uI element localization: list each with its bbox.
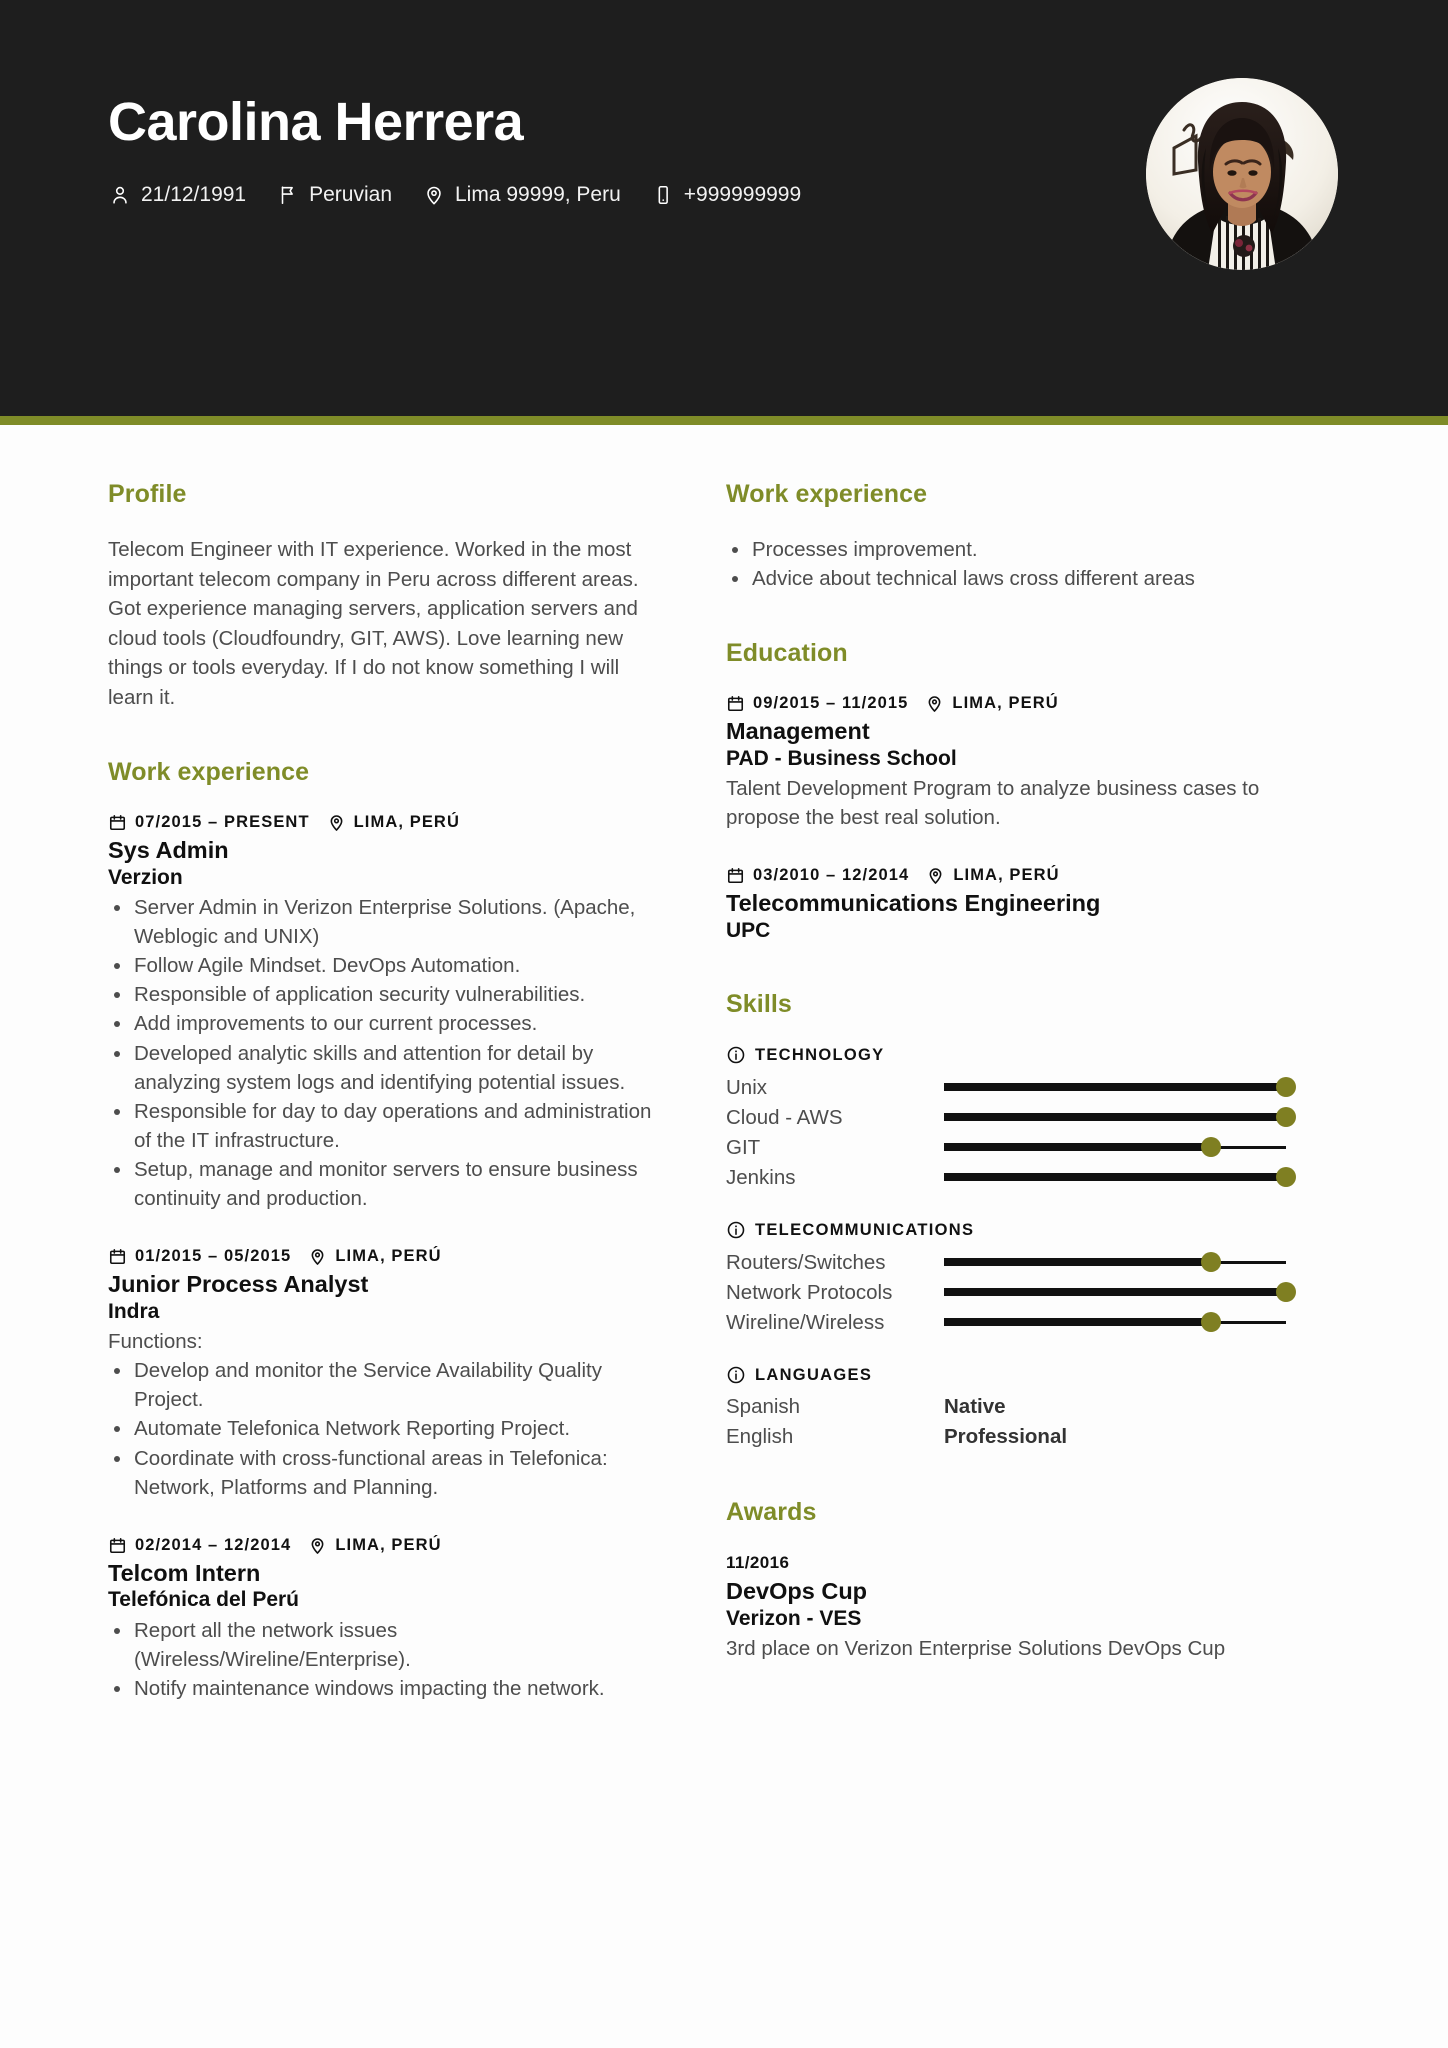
list-item: Responsible for day to day operations and administration of the IT infrastructure. bbox=[108, 1097, 668, 1155]
skill-fill bbox=[944, 1258, 1211, 1266]
skill-fill bbox=[944, 1113, 1286, 1121]
skill-group-header bbox=[726, 1365, 1286, 1385]
section-skills bbox=[726, 990, 1286, 1452]
contact-phone bbox=[651, 183, 801, 207]
skill-level-bar bbox=[944, 1166, 1286, 1188]
skill-level-bar bbox=[944, 1106, 1286, 1128]
education-entry-date: 09/2015 – 11/2015 bbox=[753, 694, 909, 713]
work-entry-bullets bbox=[108, 1616, 668, 1703]
work-entry-intro: Functions: bbox=[108, 1330, 203, 1354]
contact-birthdate bbox=[108, 183, 246, 207]
skill-row bbox=[726, 1072, 1286, 1102]
header-left bbox=[108, 72, 831, 207]
section-awards bbox=[726, 1498, 1286, 1663]
language-label: English bbox=[726, 1425, 794, 1449]
flag-icon bbox=[276, 183, 300, 207]
education-entry-school: PAD - Business School bbox=[726, 746, 957, 770]
skill-label: GIT bbox=[726, 1135, 761, 1159]
profile-photo bbox=[1146, 78, 1338, 270]
education-entry-location: LIMA, PERÚ bbox=[952, 694, 1059, 713]
resume-header bbox=[0, 0, 1448, 425]
section-title-profile: Profile bbox=[108, 480, 187, 508]
skill-label: Jenkins bbox=[726, 1165, 796, 1189]
education-entry-location: LIMA, PERÚ bbox=[953, 866, 1060, 885]
work-entry-role: Sys Admin bbox=[108, 837, 229, 864]
list-item: Follow Agile Mindset. DevOps Automation. bbox=[108, 951, 668, 980]
section-work-experience-right bbox=[726, 480, 1286, 593]
education-entry-degree: Telecommunications Engineering bbox=[726, 890, 1101, 917]
skill-level-bar bbox=[944, 1281, 1286, 1303]
work-entry bbox=[108, 1247, 668, 1502]
calendar-icon bbox=[108, 813, 127, 832]
section-work-experience-left bbox=[108, 758, 668, 1703]
section-title-work-experience: Work experience bbox=[108, 758, 310, 787]
list-item: Server Admin in Verizon Enterprise Solutions. (Apache, Weblogic and UNIX) bbox=[108, 893, 668, 951]
info-icon bbox=[726, 1220, 746, 1240]
work-entry-org: Verzion bbox=[108, 865, 183, 889]
phone-icon bbox=[651, 183, 675, 207]
skill-level-bar bbox=[944, 1076, 1286, 1098]
skill-fill bbox=[944, 1143, 1211, 1151]
language-level: Professional bbox=[944, 1425, 1068, 1449]
work-entry-role: Telcom Intern bbox=[108, 1559, 261, 1586]
work-entry-date: 02/2014 – 12/2014 bbox=[135, 1535, 292, 1554]
education-entry-degree: Management bbox=[726, 718, 870, 745]
work-entry-org: Indra bbox=[108, 1299, 160, 1323]
work-entry-location: LIMA, PERÚ bbox=[335, 1535, 442, 1554]
left-column bbox=[108, 480, 668, 1749]
award-org: Verizon - VES bbox=[726, 1606, 862, 1630]
contact-nationality bbox=[276, 183, 392, 207]
work-entry-role: Junior Process Analyst bbox=[108, 1271, 369, 1298]
section-title-skills: Skills bbox=[726, 990, 792, 1019]
right-column bbox=[726, 480, 1286, 1709]
skill-group-header bbox=[726, 1220, 1286, 1240]
education-entry-school: UPC bbox=[726, 919, 771, 942]
skill-group-technology bbox=[726, 1045, 1286, 1192]
header-accent-bar bbox=[0, 416, 1448, 425]
education-entry-meta bbox=[726, 694, 1286, 713]
education-entry bbox=[726, 694, 1286, 832]
list-item: Processes improvement. bbox=[726, 535, 1286, 564]
work-entry-bullets bbox=[108, 893, 668, 1213]
skill-knob bbox=[1276, 1167, 1296, 1187]
education-entry-meta bbox=[726, 866, 1286, 885]
section-profile bbox=[108, 480, 668, 712]
work-entry-location: LIMA, PERÚ bbox=[353, 813, 460, 832]
contact-birthdate-text: 21/12/1991 bbox=[141, 182, 247, 206]
skill-knob bbox=[1201, 1312, 1221, 1332]
skill-knob bbox=[1276, 1282, 1296, 1302]
location-pin-icon bbox=[308, 1247, 327, 1266]
skill-knob bbox=[1276, 1107, 1296, 1127]
contact-row bbox=[108, 183, 831, 207]
resume-body bbox=[0, 425, 1448, 1749]
language-level: Native bbox=[944, 1395, 1006, 1419]
info-icon bbox=[726, 1045, 746, 1065]
list-item: Notify maintenance windows impacting the network. bbox=[108, 1674, 668, 1703]
education-entry-desc: Talent Development Program to analyze business cases to propose the best real solution. bbox=[726, 777, 1260, 830]
calendar-icon bbox=[108, 1536, 127, 1555]
page-title: Carolina Herrera bbox=[108, 92, 524, 152]
work-entry-bullets bbox=[108, 1356, 668, 1502]
profile-text: Telecom Engineer with IT experience. Worked in the most important telecom company in Peru across different areas. Got experience managing servers, application servers and cloud tools (Cloudfoundry, GIT, AWS). Love learning new things or tools everyday. If I do not know something I will learn it. bbox=[108, 538, 639, 709]
skill-row bbox=[726, 1277, 1286, 1307]
skill-level-bar bbox=[944, 1311, 1286, 1333]
calendar-icon bbox=[726, 866, 745, 885]
work-entry-date: 01/2015 – 05/2015 bbox=[135, 1247, 292, 1266]
work-entry-meta bbox=[108, 1536, 668, 1555]
skill-level-bar bbox=[944, 1136, 1286, 1158]
work-entry bbox=[108, 1536, 668, 1703]
skill-row bbox=[726, 1102, 1286, 1132]
list-item: Develop and monitor the Service Availability Quality Project. bbox=[108, 1356, 668, 1414]
skill-group-name: LANGUAGES bbox=[755, 1365, 873, 1384]
list-item: Automate Telefonica Network Reporting Project. bbox=[108, 1414, 668, 1443]
contact-phone-text: +999999999 bbox=[683, 182, 802, 206]
skill-row bbox=[726, 1247, 1286, 1277]
list-item: Responsible of application security vulnerabilities. bbox=[108, 980, 668, 1009]
skill-level-bar bbox=[944, 1251, 1286, 1273]
skill-label: Wireline/Wireless bbox=[726, 1310, 885, 1334]
education-entry-date: 03/2010 – 12/2014 bbox=[753, 866, 910, 885]
list-item: Setup, manage and monitor servers to ensure business continuity and production. bbox=[108, 1155, 668, 1213]
award-name: DevOps Cup bbox=[726, 1578, 868, 1605]
skill-fill bbox=[944, 1318, 1211, 1326]
skill-group-telecommunications bbox=[726, 1220, 1286, 1337]
work-entry-org: Telefónica del Perú bbox=[108, 1588, 299, 1612]
work-entry-location: LIMA, PERÚ bbox=[335, 1247, 442, 1266]
location-pin-icon bbox=[308, 1536, 327, 1555]
skill-group-header bbox=[726, 1045, 1286, 1065]
list-item: Advice about technical laws cross different areas bbox=[726, 564, 1286, 593]
award-date: 11/2016 bbox=[726, 1553, 790, 1573]
contact-address bbox=[422, 183, 621, 207]
section-title-education: Education bbox=[726, 639, 848, 668]
language-row bbox=[726, 1422, 1286, 1452]
skill-group-languages bbox=[726, 1365, 1286, 1452]
location-pin-icon bbox=[926, 866, 945, 885]
location-pin-icon bbox=[327, 813, 346, 832]
work-entry bbox=[108, 813, 668, 1213]
section-education bbox=[726, 639, 1286, 944]
award-desc: 3rd place on Verizon Enterprise Solutions DevOps Cup bbox=[726, 1637, 1226, 1661]
info-icon bbox=[726, 1365, 746, 1385]
skill-knob bbox=[1276, 1077, 1296, 1097]
skill-row bbox=[726, 1307, 1286, 1337]
language-row bbox=[726, 1392, 1286, 1422]
contact-nationality-text: Peruvian bbox=[309, 182, 392, 206]
list-item: Developed analytic skills and attention for detail by analyzing system logs and identifying potential issues. bbox=[108, 1039, 668, 1097]
skill-row bbox=[726, 1162, 1286, 1192]
skill-knob bbox=[1201, 1252, 1221, 1272]
location-pin-icon bbox=[925, 694, 944, 713]
skill-group-name: TELECOMMUNICATIONS bbox=[755, 1220, 975, 1239]
work-entry-date: 07/2015 – PRESENT bbox=[135, 813, 310, 832]
skill-fill bbox=[944, 1288, 1286, 1296]
list-item: Add improvements to our current processes. bbox=[108, 1009, 668, 1038]
skill-fill bbox=[944, 1173, 1286, 1181]
person-icon bbox=[108, 183, 132, 207]
education-entry bbox=[726, 866, 1286, 944]
skill-label: Network Protocols bbox=[726, 1280, 893, 1304]
skill-group-name: TECHNOLOGY bbox=[755, 1045, 885, 1064]
skill-label: Unix bbox=[726, 1075, 768, 1099]
work-entry-meta bbox=[108, 1247, 668, 1266]
skill-row bbox=[726, 1132, 1286, 1162]
section-title-awards: Awards bbox=[726, 1498, 817, 1527]
skill-label: Routers/Switches bbox=[726, 1250, 886, 1274]
skill-knob bbox=[1201, 1137, 1221, 1157]
location-pin-icon bbox=[422, 183, 446, 207]
skill-fill bbox=[944, 1083, 1286, 1091]
award-entry bbox=[726, 1553, 1286, 1663]
calendar-icon bbox=[726, 694, 745, 713]
avatar bbox=[1146, 78, 1338, 270]
skill-label: Cloud - AWS bbox=[726, 1105, 843, 1129]
work-entry-meta bbox=[108, 813, 668, 832]
contact-address-text: Lima 99999, Peru bbox=[455, 182, 621, 206]
section-title-work-experience-right: Work experience bbox=[726, 480, 928, 508]
language-label: Spanish bbox=[726, 1395, 801, 1419]
work-right-bullets bbox=[726, 535, 1286, 593]
list-item: Report all the network issues (Wireless/Wireline/Enterprise). bbox=[108, 1616, 668, 1674]
list-item: Coordinate with cross-functional areas in Telefonica: Network, Platforms and Planning. bbox=[108, 1444, 668, 1502]
calendar-icon bbox=[108, 1247, 127, 1266]
